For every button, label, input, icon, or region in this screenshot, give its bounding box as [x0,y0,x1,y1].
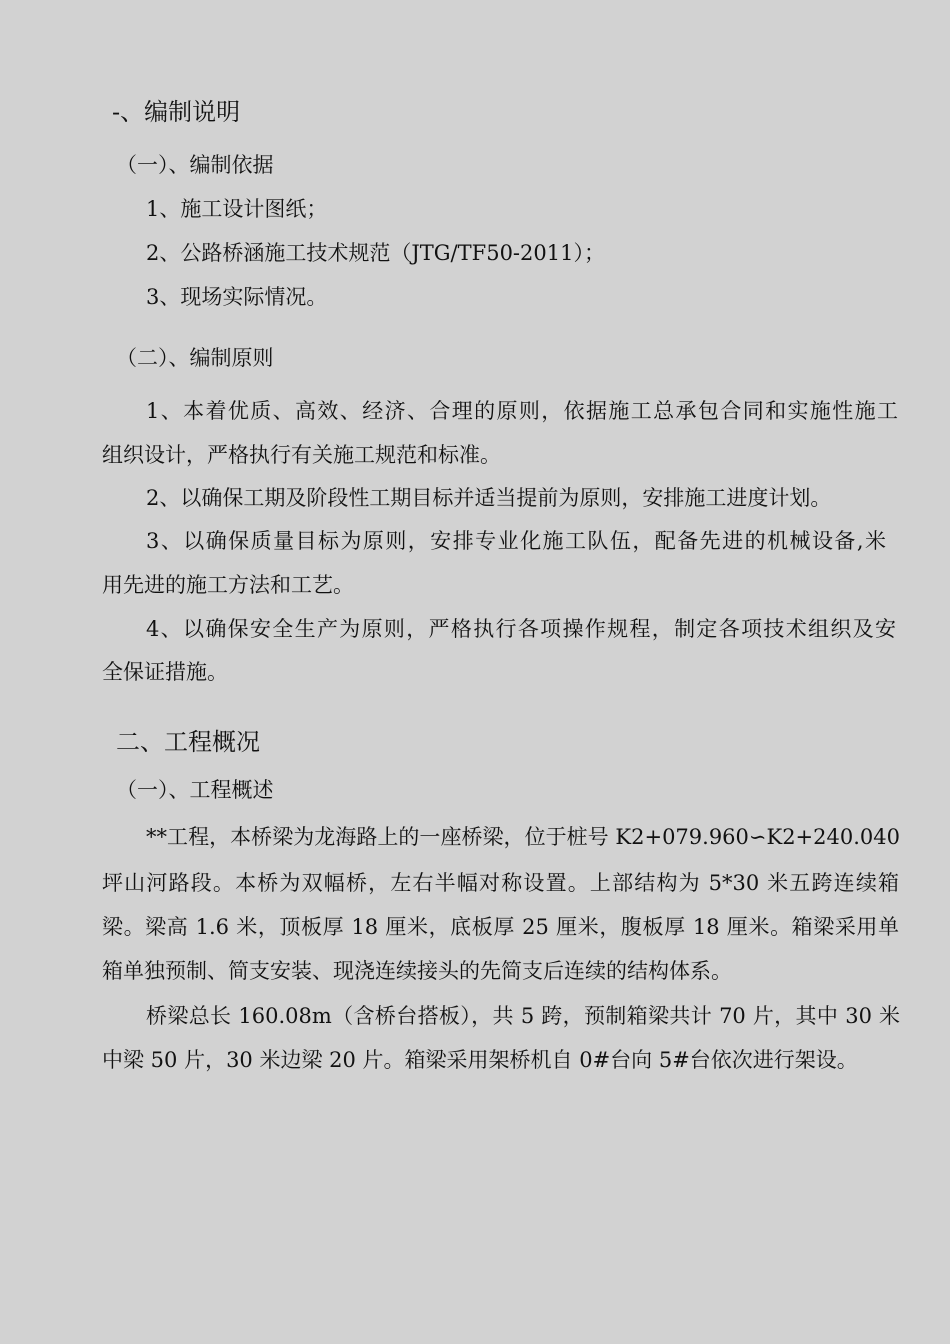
overview-p1-line-1: **工程，本桥梁为龙海路上的一座桥梁，位于桩号 K2+079.960∽K2+240.040 [146,825,900,849]
subsection-heading-basis: （一）、编制依据 [116,153,274,177]
overview-p1-line-2: 坪山河路段。本桥为双幅桥，左右半幅对称设置。上部结构为 5*30 米五跨连续箱 [102,871,899,895]
principle-1-line-2: 组织设计，严格执行有关施工规范和标准。 [102,443,501,467]
principle-4-line-2: 全保证措施。 [102,660,228,684]
basis-item-2: 2、公路桥涵施工技术规范（JTG/TF50-2011）； [146,241,605,265]
subsection-heading-overview: （一）、工程概述 [116,778,274,802]
principle-4-line-1: 4、以确保安全生产为原则，严格执行各项操作规程，制定各项技术组织及安 [146,617,896,641]
overview-p2-line-1: 桥梁总长 160.08m（含桥台搭板），共 5 跨，预制箱梁共计 70 片，其中 30 米 [146,1004,900,1028]
section-heading-2: 二、工程概况 [116,728,260,756]
overview-p1-line-4: 箱单独预制、简支安装、现浇连续接头的先简支后连续的结构体系。 [102,959,732,983]
basis-item-3: 3、现场实际情况。 [146,285,328,309]
section-heading-1: -、编制说明 [112,98,241,126]
principle-1-line-1: 1、本着优质、高效、经济、合理的原则，依据施工总承包合同和实施性施工 [146,399,898,423]
principle-2-line-1: 2、以确保工期及阶段性工期目标并适当提前为原则，安排施工进度计划。 [146,486,832,510]
principle-3-line-1: 3、以确保质量目标为原则，安排专业化施工队伍，配备先进的机械设备,米 [146,529,886,553]
basis-item-1: 1、施工设计图纸； [146,197,328,221]
principle-3-line-2: 用先进的施工方法和工艺。 [102,573,354,597]
overview-p1-line-3: 梁。梁高 1.6 米，顶板厚 18 厘米，底板厚 25 厘米，腹板厚 18 厘米。箱梁采用单 [102,915,899,939]
overview-p2-line-2: 中梁 50 片，30 米边梁 20 片。箱梁采用架桥机自 0#台向 5#台依次进行架设。 [102,1048,858,1072]
subsection-heading-principles: （二）、编制原则 [116,346,274,370]
